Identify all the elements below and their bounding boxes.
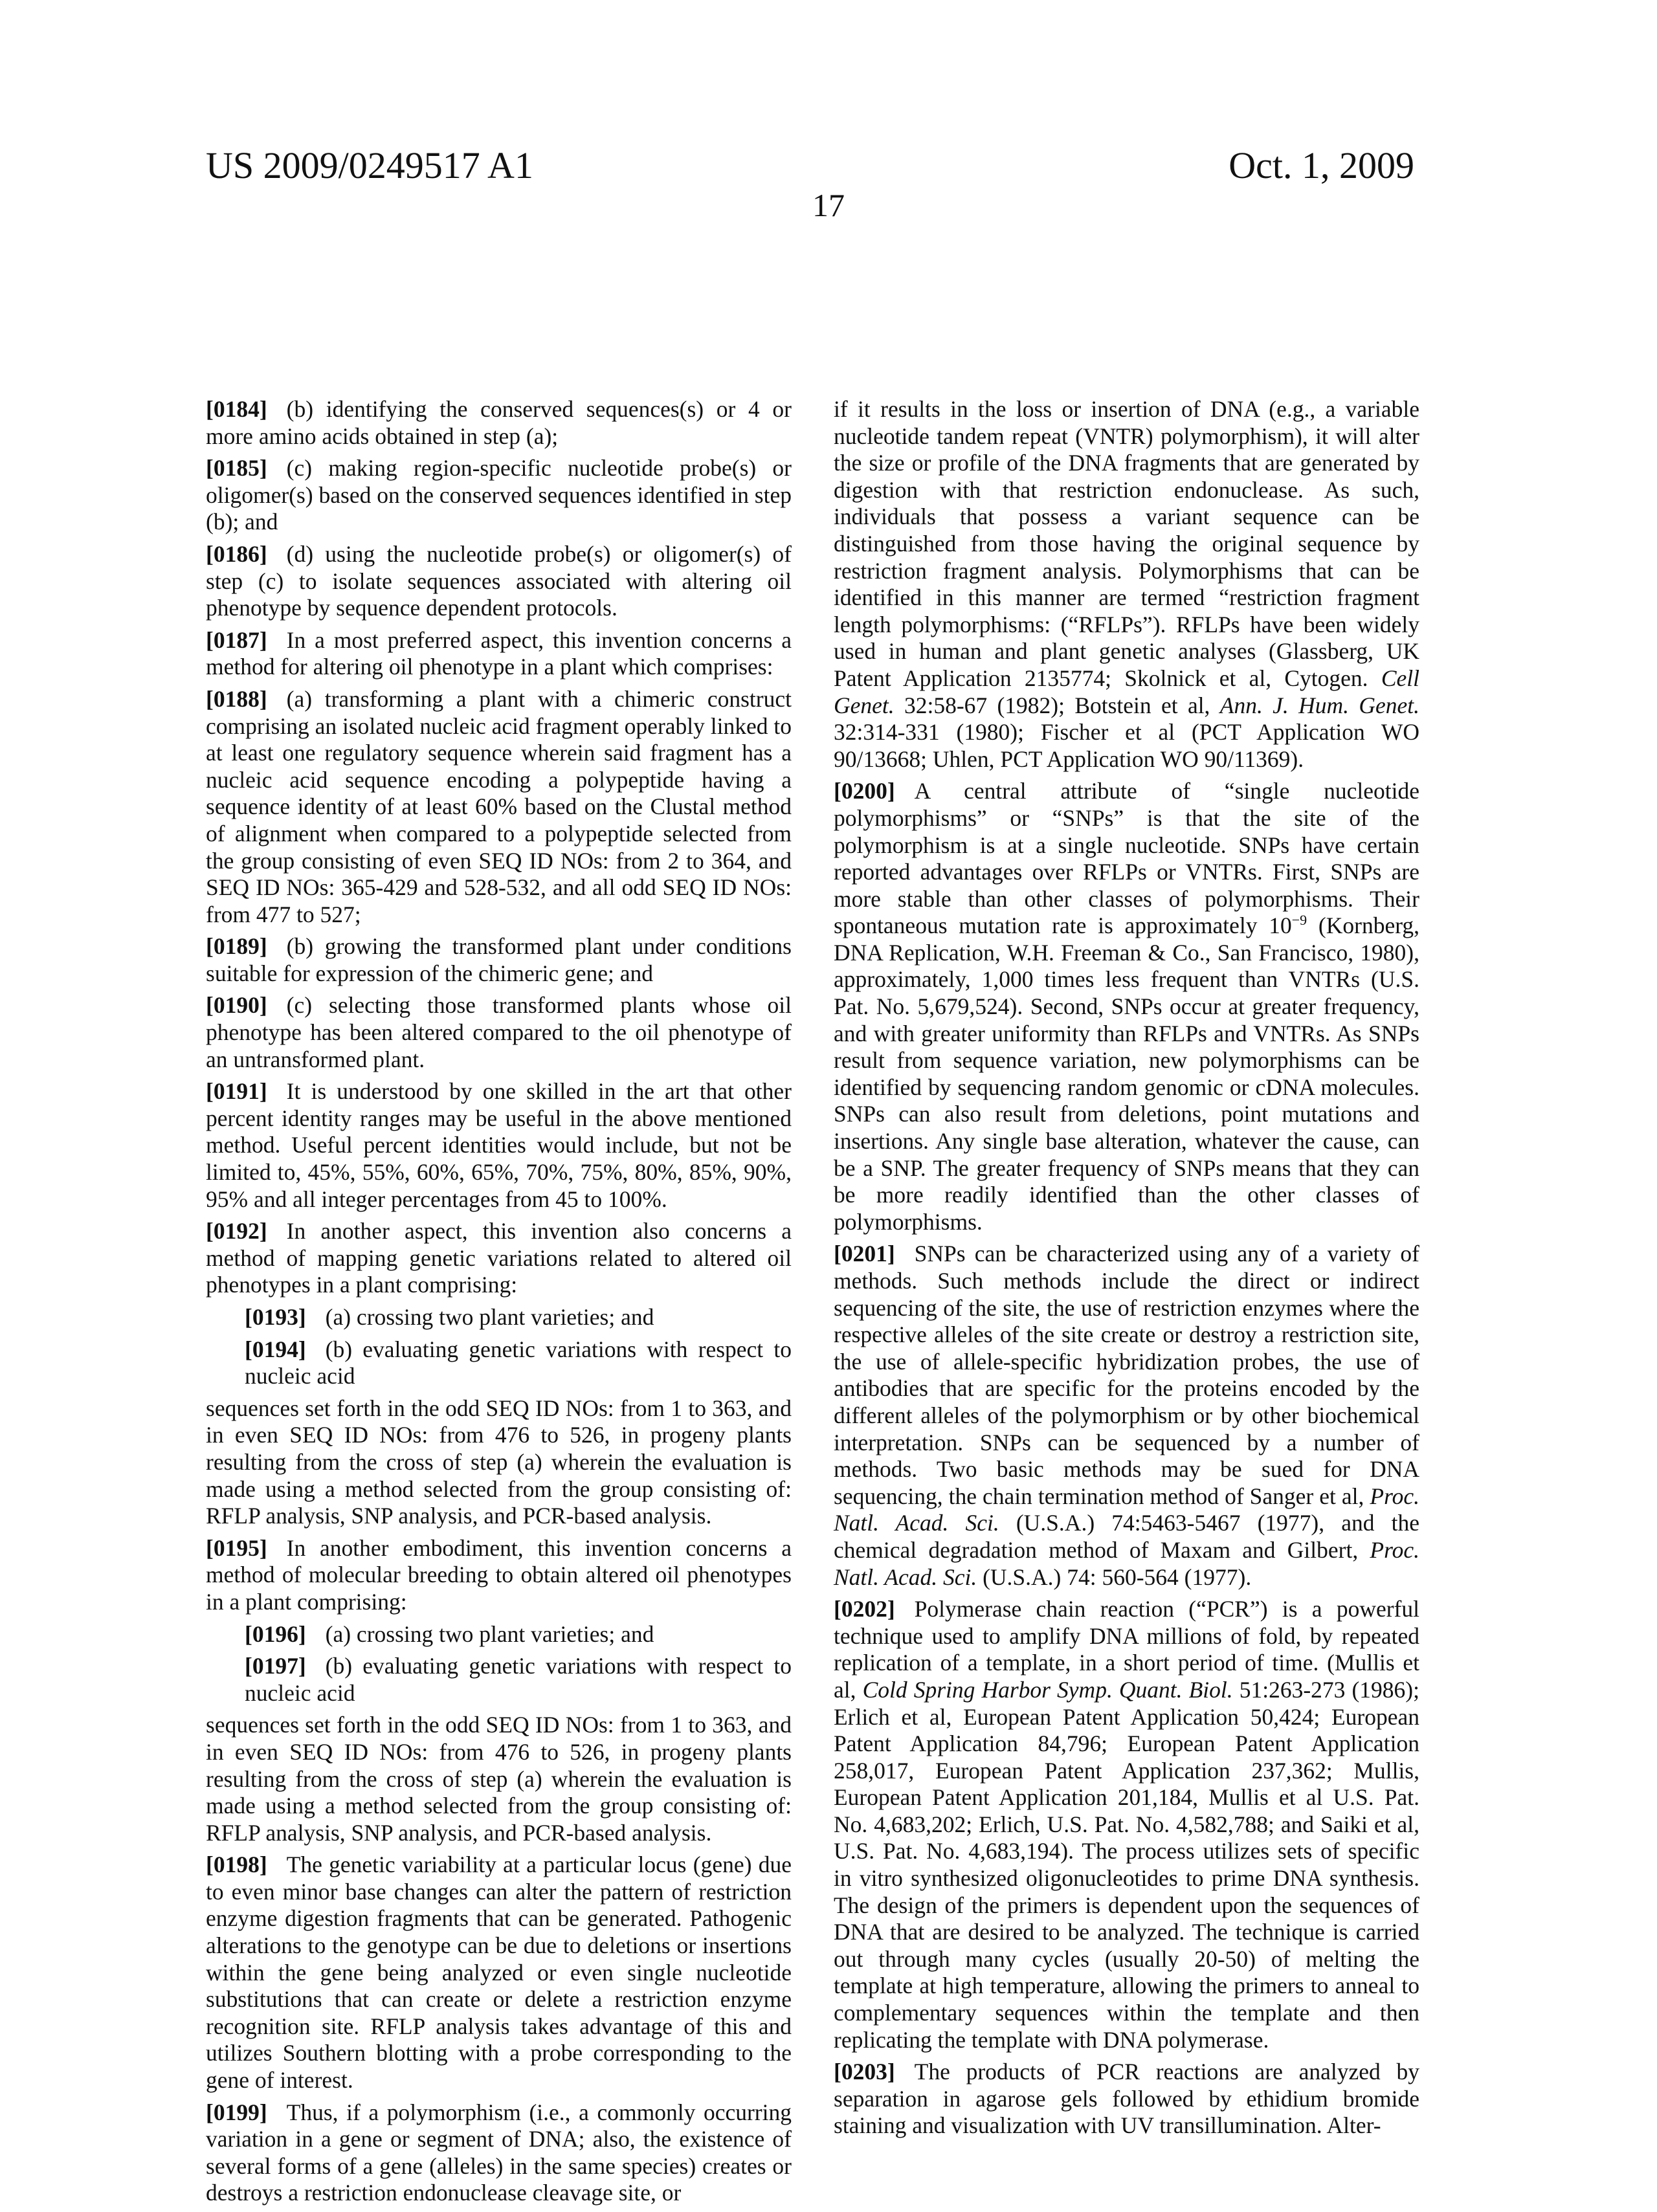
paragraph-text: Polymerase chain reaction (“PCR”) is a powerful technique used to amplify DNA millions of fold, by repeated replication of a template, in a short period of time. (Mullis et al, bbox=[834, 1596, 1419, 1703]
paragraph-text: In another embodiment, this invention concerns a method of molecular breeding to obtain altered oil phenotypes in a plant comprising: bbox=[206, 1535, 792, 1615]
paragraph-text: The genetic variability at a particular locus (gene) due to even minor base changes can alter the pattern of restriction enzyme digestion fragments that can be generated. Pathogenic alterations to the genotype can be due to deletions or insertions within the gene being analyzed or even single nucleotide substitutions that can create or delete a restriction enzyme recognition site. RFLP analysis takes advantage of this and utilizes Southern blotting with a probe corresponding to the gene of interest. bbox=[206, 1852, 792, 2093]
left-column bbox=[206, 396, 792, 2212]
citation-italic: Proc. Natl. Acad. Sci. bbox=[834, 1537, 1419, 1590]
paragraph-text: 51:263-273 (1986); Erlich et al, European Patent Application 50,424; European Patent Application 84,796; European Patent Application 258,017, European Patent Application 237,362; Mullis, European Patent Application 201,184, Mullis et al U.S. Pat. No. 4,683,202; Erlich, U.S. Pat. No. 4,582,788; and Saiki et al, U.S. Pat. No. 4,683,194). The process utilizes sets of specific in vitro synthesized oligonucleotides to prime DNA synthesis. The design of the primers is dependent upon the sequences of DNA that are desired to be analyzed. The technique is carried out through many cycles (usually 20-50) of melting the template at high temperature, allowing the primers to anneal to complementary sequences within the template and then replicating the template with DNA polymerase. bbox=[834, 1677, 1419, 2053]
paragraph bbox=[206, 541, 792, 622]
paragraph-text: (a) crossing two plant varieties; and bbox=[326, 1621, 654, 1647]
paragraph-number: [0189] bbox=[206, 933, 267, 959]
paragraph-text: (c) selecting those transformed plants whose oil phenotype has been altered compared to the oil phenotype of an untransformed plant. bbox=[206, 992, 792, 1072]
paragraph-number: [0200] bbox=[834, 778, 895, 804]
paragraph bbox=[206, 1395, 792, 1530]
paragraph-number: [0199] bbox=[206, 2099, 267, 2125]
paragraph-text: It is understood by one skilled in the art that other percent identity ranges may be useful in the above mentioned method. Useful percent identities would include, but not be limited to, 45%, 55%, 60%, 65%, 70%, 75%, 80%, 85%, 90%, 95% and all integer percentages from 45 to 100%. bbox=[206, 1078, 792, 1211]
paragraph bbox=[206, 1653, 792, 1707]
paragraph bbox=[206, 992, 792, 1073]
paragraph-text: 32:58-67 (1982); Botstein et al, bbox=[895, 692, 1220, 718]
paragraph-number: [0196] bbox=[245, 1621, 306, 1647]
paragraph-text: (a) crossing two plant varieties; and bbox=[326, 1304, 654, 1330]
paragraph-number: [0198] bbox=[206, 1852, 267, 1877]
paragraph bbox=[206, 1304, 792, 1331]
superscript: −9 bbox=[1292, 912, 1307, 928]
paragraph-number: [0187] bbox=[206, 627, 267, 653]
citation-italic: Ann. J. Hum. Genet. bbox=[1220, 692, 1419, 718]
paragraph-text: sequences set forth in the odd SEQ ID NOs: from 1 to 363, and in even SEQ ID NOs: from 476 to 526, in progeny plants resulting from the cross of step (a) wherein the evaluation is made using a method selected from the group consisting of: RFLP analysis, SNP analysis, and PCR-based analysis. bbox=[206, 1712, 792, 1845]
paragraph bbox=[206, 396, 792, 450]
paragraph-text: sequences set forth in the odd SEQ ID NOs: from 1 to 363, and in even SEQ ID NOs: from 476 to 526, in progeny plants resulting from the cross of step (a) wherein the evaluation is made using a method selected from the group consisting of: RFLP analysis, SNP analysis, and PCR-based analysis. bbox=[206, 1395, 792, 1529]
paragraph-text: SNPs can be characterized using any of a variety of methods. Such methods include the direct or indirect sequencing of the site, the use of restriction enzymes where the respective alleles of the site create or destroy a restriction site, the use of allele-specific hybridization probes, the use of antibodies that are specific for the proteins encoded by the different alleles of the polymorphism or by other biochemical interpretation. SNPs can be sequenced by a number of methods. Two basic methods may be sued for DNA sequencing, the chain termination method of Sanger et al, bbox=[834, 1241, 1419, 1509]
paragraph-text: (d) using the nucleotide probe(s) or oligomer(s) of step (c) to isolate sequences associated with altering oil phenotype by sequence dependent protocols. bbox=[206, 541, 792, 621]
paragraph-text: (U.S.A.) 74: 560-564 (1977). bbox=[977, 1564, 1251, 1590]
citation-italic: Proc. Natl. Acad. Sci. bbox=[834, 1483, 1419, 1536]
paragraph bbox=[834, 1596, 1419, 2053]
paragraph-text: Thus, if a polymorphism (i.e., a commonly occurring variation in a gene or segment of DNA; also, the existence of several forms of a gene (alleles) in the same species) creates or destroys a restriction endonuclease cleavage site, or bbox=[206, 2099, 792, 2206]
paragraph bbox=[206, 686, 792, 928]
paragraph-text: (b) growing the transformed plant under conditions suitable for expression of the chimeric gene; and bbox=[206, 933, 792, 986]
paragraph-number: [0188] bbox=[206, 686, 267, 712]
paragraph bbox=[834, 778, 1419, 1235]
paragraph bbox=[834, 2059, 1419, 2140]
paragraph bbox=[206, 933, 792, 987]
paragraph-number: [0185] bbox=[206, 455, 267, 481]
paragraph-text: In a most preferred aspect, this invention concerns a method for altering oil phenotype in a plant which comprises: bbox=[206, 627, 792, 680]
paragraph bbox=[206, 1621, 792, 1648]
publication-number: US 2009/0249517 A1 bbox=[206, 144, 533, 187]
page-number: 17 bbox=[0, 186, 1657, 224]
paragraph-text: The products of PCR reactions are analyzed by separation in agarose gels followed by ethidium bromide staining and visualization with UV transillumination. Alter- bbox=[834, 2059, 1419, 2138]
citation-italic: Cold Spring Harbor Symp. Quant. Biol. bbox=[863, 1677, 1233, 1703]
paragraph-number: [0193] bbox=[245, 1304, 306, 1330]
paragraph-number: [0192] bbox=[206, 1218, 267, 1244]
paragraph-number: [0190] bbox=[206, 992, 267, 1018]
citation-italic: Cell Genet. bbox=[834, 665, 1419, 718]
paragraph-number: [0202] bbox=[834, 1596, 895, 1622]
paragraph-text: (U.S.A.) 74:5463-5467 (1977), and the chemical degradation method of Maxam and Gilbert, bbox=[834, 1510, 1419, 1563]
paragraph-text: (b) evaluating genetic variations with respect to nucleic acid bbox=[245, 1336, 792, 1389]
paragraph-number: [0203] bbox=[834, 2059, 895, 2085]
paragraph-text: In another aspect, this invention also concerns a method of mapping genetic variations related to altered oil phenotypes in a plant comprising: bbox=[206, 1218, 792, 1298]
paragraph-text: (a) transforming a plant with a chimeric construct comprising an isolated nucleic acid fragment operably linked to at least one regulatory sequence wherein said fragment has a nucleic acid sequence encoding a polypeptide having a sequence identity of at least 60% based on the Clustal method of alignment when compared to a polypeptide selected from the group consisting of even SEQ ID NOs: from 2 to 364, and SEQ ID NOs: 365-429 and 528-532, and all odd SEQ ID NOs: from 477 to 527; bbox=[206, 686, 792, 927]
paragraph bbox=[206, 1535, 792, 1616]
paragraph bbox=[206, 1852, 792, 2094]
paragraph-text: if it results in the loss or insertion of DNA (e.g., a variable nucleotide tandem repeat (VNTR) polymorphism), it will alter the size or profile of the DNA fragments that are generated by digestion with that restriction endonuclease. As such, individuals that possess a variant sequence can be distinguished from those having the original sequence by restriction fragment analysis. Polymorphisms that can be identified in this manner are termed “restriction fragment length polymorphisms: (“RFLPs”). RFLPs have been widely used in human and plant genetic analyses (Glassberg, UK Patent Application 2135774; Skolnick et al, Cytogen. bbox=[834, 396, 1419, 691]
paragraph-text: 32:314-331 (1980); Fischer et al (PCT Application WO 90/13668; Uhlen, PCT Application WO 90/11369). bbox=[834, 719, 1419, 772]
paragraph bbox=[206, 455, 792, 536]
paragraph-text: (b) identifying the conserved sequences(s) or 4 or more amino acids obtained in step (a); bbox=[206, 396, 792, 449]
paragraph-number: [0201] bbox=[834, 1241, 895, 1266]
paragraph-text: A central attribute of “single nucleotide polymorphisms” or “SNPs” is that the site of the polymorphism is at a single nucleotide. SNPs have certain reported advantages over RFLPs or VNTRs. First, SNPs are more stable than other classes of polymorphisms. Their spontaneous mutation rate is approximately 10 bbox=[834, 778, 1419, 938]
paragraph bbox=[206, 627, 792, 681]
paragraph-number: [0197] bbox=[245, 1653, 306, 1679]
paragraph bbox=[206, 1712, 792, 1846]
paragraph-number: [0191] bbox=[206, 1078, 267, 1104]
paragraph-text: (Kornberg, DNA Replication, W.H. Freeman & Co., San Francisco, 1980), approximately, 1,000 times less frequent than VNTRs (U.S. Pat. No. 5,679,524). Second, SNPs occur at greater frequency, and with greater uniformity than RFLPs and VNTRs. As SNPs result from sequence variation, new polymorphisms can be identified by sequencing random genomic or cDNA molecules. SNPs can also result from deletions, point mutations and insertions. Any single base alteration, whatever the cause, can be a SNP. The greater frequency of SNPs means that they can be more readily identified than the other classes of polymorphisms. bbox=[834, 912, 1419, 1235]
paragraph-number: [0194] bbox=[245, 1336, 306, 1362]
paragraph-number: [0195] bbox=[206, 1535, 267, 1561]
paragraph-text: (c) making region-specific nucleotide probe(s) or oligomer(s) based on the conserved sequences identified in step (b); and bbox=[206, 455, 792, 535]
publication-date: Oct. 1, 2009 bbox=[1229, 144, 1414, 187]
paragraph bbox=[206, 1218, 792, 1299]
paragraph-number: [0184] bbox=[206, 396, 267, 422]
paragraph bbox=[206, 1078, 792, 1213]
paragraph bbox=[206, 2099, 792, 2207]
right-column bbox=[834, 396, 1419, 2145]
paragraph bbox=[834, 396, 1419, 773]
paragraph-number: [0186] bbox=[206, 541, 267, 567]
paragraph bbox=[834, 1241, 1419, 1591]
paragraph bbox=[206, 1336, 792, 1390]
paragraph-text: (b) evaluating genetic variations with respect to nucleic acid bbox=[245, 1653, 792, 1706]
